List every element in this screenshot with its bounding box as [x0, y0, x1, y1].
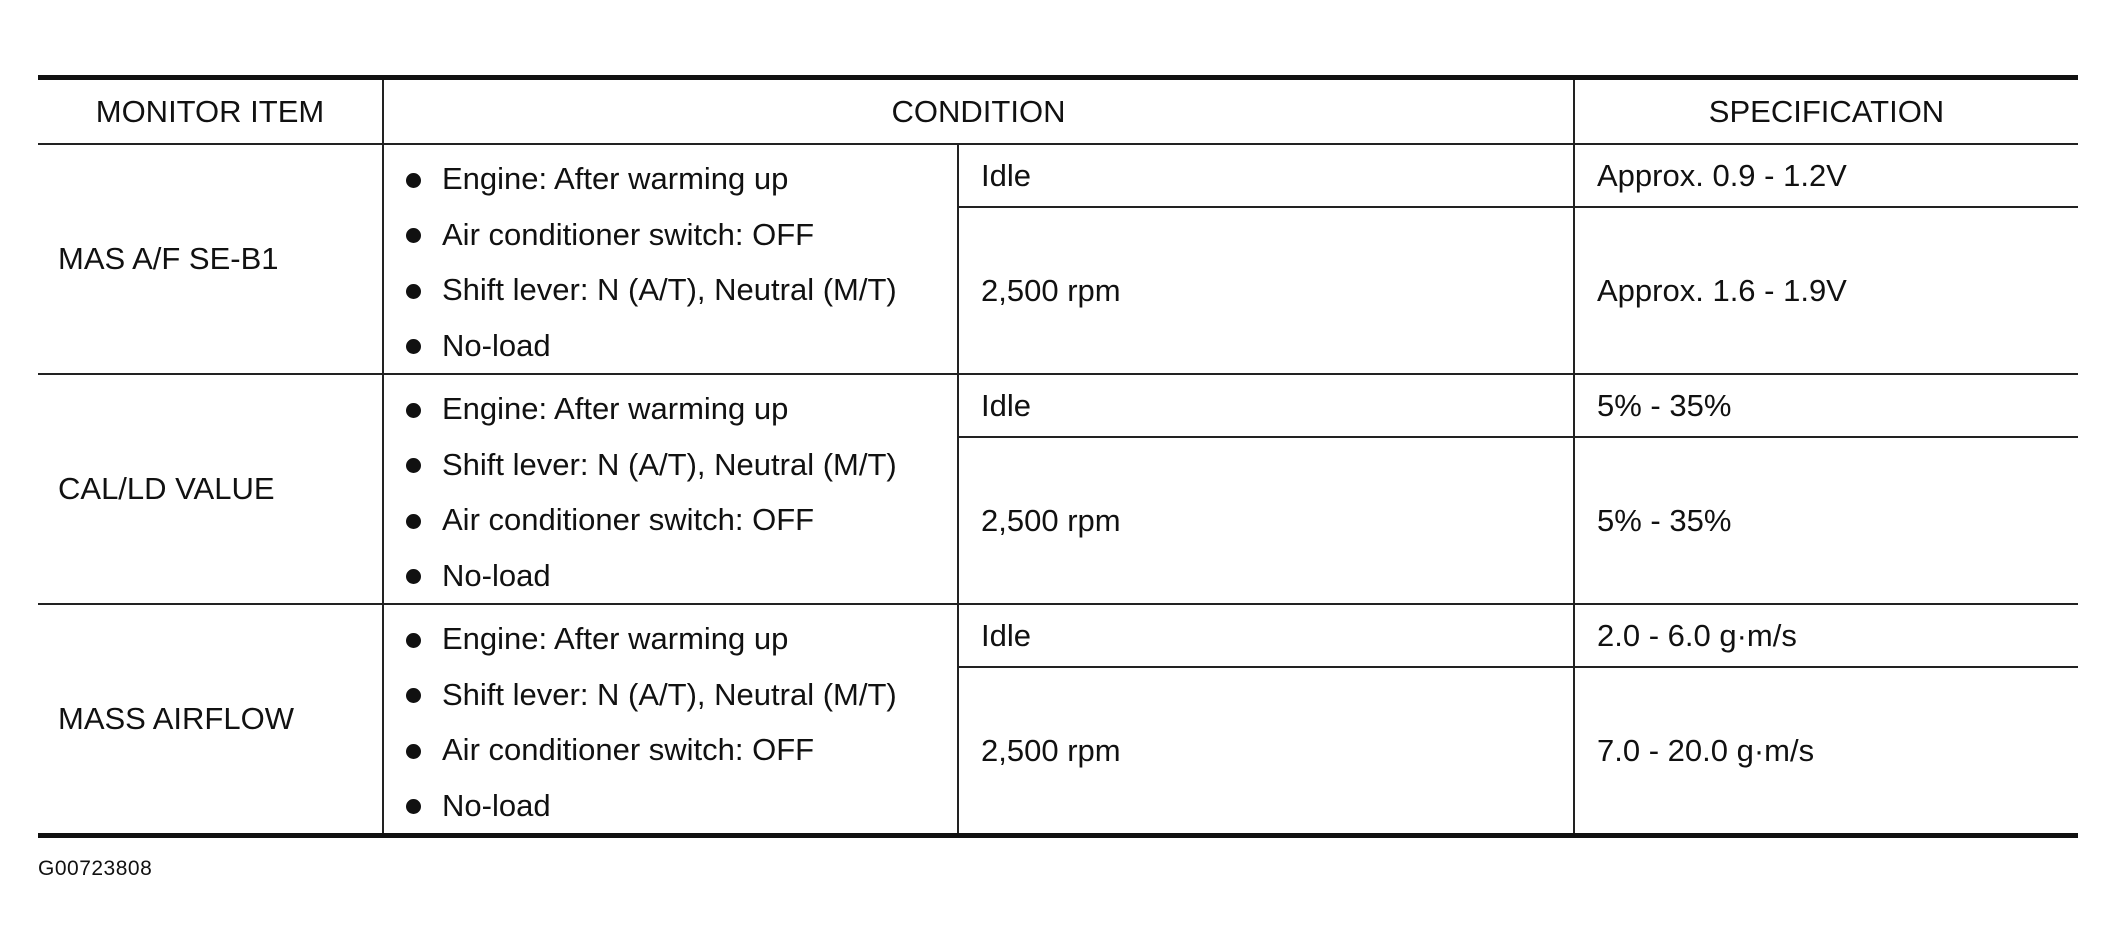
bullet-icon [406, 514, 421, 529]
bullet-icon [406, 339, 421, 354]
condition-item: Engine: After warming up [406, 151, 957, 207]
condition-list [406, 145, 957, 373]
bullet-icon [406, 173, 421, 188]
condition-list [406, 375, 957, 603]
header-specification: SPECIFICATION [1574, 78, 2078, 145]
bullet-icon [406, 228, 421, 243]
rpm-label-cell: 2,500 rpm [958, 207, 1574, 374]
bullet-icon [406, 799, 421, 814]
bullet-icon [406, 403, 421, 418]
condition-item: Air conditioner switch: OFF [406, 492, 957, 548]
header-row [38, 78, 2078, 145]
condition-item: No-load [406, 318, 957, 374]
condition-item: Engine: After warming up [406, 611, 957, 667]
rpm-spec-cell: 7.0 - 20.0 g·m/s [1574, 667, 2078, 835]
condition-item: Shift lever: N (A/T), Neutral (M/T) [406, 437, 957, 493]
condition-list-cell [383, 374, 958, 604]
header-monitor-item: MONITOR ITEM [38, 78, 383, 145]
header-condition: CONDITION [383, 78, 1574, 145]
idle-label-cell: Idle [958, 604, 1574, 667]
bullet-icon [406, 284, 421, 299]
bullet-icon [406, 458, 421, 473]
condition-list-cell [383, 604, 958, 836]
monitor-item-cell: MASS AIRFLOW [38, 604, 383, 836]
condition-item: Shift lever: N (A/T), Neutral (M/T) [406, 262, 957, 318]
rpm-spec-cell: 5% - 35% [1574, 437, 2078, 604]
condition-item: Air conditioner switch: OFF [406, 722, 957, 778]
table-row [38, 604, 2078, 667]
condition-item: No-load [406, 548, 957, 604]
figure-id: G00723808 [38, 857, 153, 880]
condition-list [406, 605, 957, 833]
idle-label-cell: Idle [958, 374, 1574, 437]
condition-item: Engine: After warming up [406, 381, 957, 437]
idle-spec-cell: 5% - 35% [1574, 374, 2078, 437]
bullet-icon [406, 633, 421, 648]
idle-spec-cell: 2.0 - 6.0 g·m/s [1574, 604, 2078, 667]
bullet-icon [406, 688, 421, 703]
table-row [38, 144, 2078, 207]
table-row [38, 374, 2078, 437]
bullet-icon [406, 744, 421, 759]
condition-item: Air conditioner switch: OFF [406, 207, 957, 263]
rpm-spec-cell: Approx. 1.6 - 1.9V [1574, 207, 2078, 374]
idle-label-cell: Idle [958, 144, 1574, 207]
condition-item: No-load [406, 778, 957, 834]
condition-list-cell [383, 144, 958, 374]
idle-spec-cell: Approx. 0.9 - 1.2V [1574, 144, 2078, 207]
condition-item: Shift lever: N (A/T), Neutral (M/T) [406, 667, 957, 723]
rpm-label-cell: 2,500 rpm [958, 667, 1574, 835]
monitor-item-cell: CAL/LD VALUE [38, 374, 383, 604]
monitor-spec-table [38, 75, 2078, 838]
rpm-label-cell: 2,500 rpm [958, 437, 1574, 604]
bullet-icon [406, 569, 421, 584]
monitor-item-cell: MAS A/F SE-B1 [38, 144, 383, 374]
